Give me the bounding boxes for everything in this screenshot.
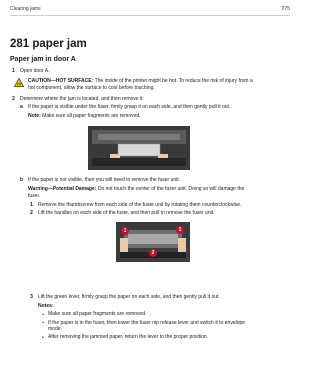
caution-line-2: hot component, allow the surface to cool before touching. (28, 84, 155, 91)
page-title: 281 paper jam (10, 38, 87, 50)
header-page-number: 275 (281, 6, 290, 12)
substep-text: If the paper is visible under the fuser, firmly grasp it on each side, and then gently pull it out. (28, 104, 231, 110)
caution-hot-surface-icon (14, 78, 24, 87)
callout-1: 1 (121, 227, 129, 235)
step-number: 3 (30, 294, 33, 300)
bullet-icon: • (42, 311, 44, 318)
remove-fuser-illustration (116, 222, 190, 262)
note-item: Make sure all paper fragments are removed. (48, 311, 147, 317)
callout-1: 1 (176, 226, 184, 234)
callout-2: 2 (149, 249, 157, 257)
step-text: Lift the green lever, firmly grasp the paper on each side, and then gently pull it out. (38, 293, 220, 300)
warning-line-2: fuser. (28, 192, 41, 199)
warning-label: Warning—Potential Damage: (28, 186, 97, 192)
step-number: 2 (12, 96, 15, 102)
subheading: Paper jam in door A (10, 56, 76, 63)
step-text: Determine where the jam is located, and then remove it: (20, 95, 144, 102)
header-section: Clearing jams (10, 6, 41, 12)
substep-label: b (20, 177, 24, 183)
note-item: After removing the jammed paper, return the lever to the proper position. (48, 334, 209, 340)
note (28, 113, 141, 120)
bullet-icon: • (42, 320, 44, 326)
step-number: 1 (30, 202, 33, 208)
page-header (10, 5, 290, 16)
caution-line-1: The inside of the printer might be hot. To reduce the risk of injury from a (93, 78, 253, 84)
notes-label: Notes: (38, 303, 54, 309)
step-text: Lift the handles on each side of the fuser, and then pull to remove the fuser unit. (38, 209, 215, 216)
note-text: Make sure all paper fragments are removed. (40, 112, 141, 119)
bullet-icon: • (42, 334, 44, 341)
substep-text: If the paper is not visible, then you will need to remove the fuser unit. (28, 177, 181, 183)
warning-line-1: Do not touch the center of the fuser unit. Doing so will damage the (96, 186, 245, 192)
step-text: Open door A. (20, 67, 50, 74)
printer-interior-graphic (88, 126, 190, 170)
substep-label: a (20, 104, 23, 110)
note-item-continued: mode. (48, 326, 62, 332)
step-text: Remove the thumbscrew from each side of the fuser unit by rotating them counterclockwise. (38, 201, 242, 208)
caution-label: CAUTION—HOT SURFACE: (28, 78, 94, 84)
step-number: 1 (12, 68, 15, 74)
step-number: 2 (30, 210, 33, 216)
fuser-jam-illustration (88, 126, 190, 170)
warning-text (28, 186, 244, 193)
note-label: Note: (28, 112, 41, 119)
note-item: If the paper is in the fuser, then lower the fuser nip release lever and switch it to envelope (48, 319, 246, 326)
